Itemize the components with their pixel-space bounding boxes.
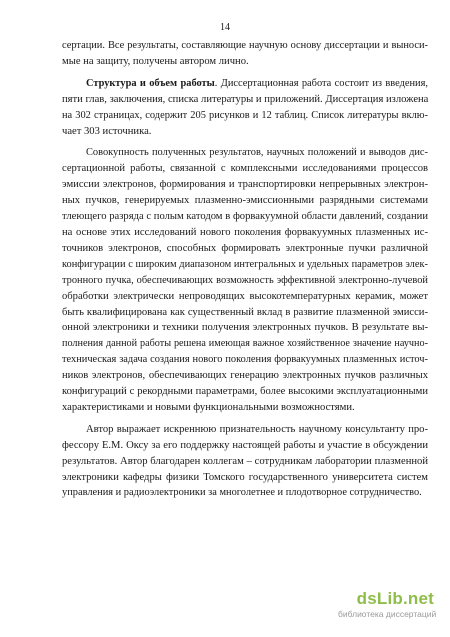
dslib-watermark — [338, 589, 437, 627]
text-line: результатов. Автор благодарен коллегам – сотрудникам лаборатории плазменной — [62, 455, 428, 467]
document-body — [62, 38, 428, 501]
page-number: 14 — [220, 22, 230, 33]
text-line: эмиссии электронов, формирования и транспортировки непрерывных электрон- — [62, 179, 428, 191]
text-line: на основе этих исследований нового поколения форвакуумных плазменных ис- — [62, 226, 428, 238]
text-line: Совокупность полученных результатов, научных положений и выводов дис- — [86, 147, 428, 159]
text-line: ников электронов, обеспечивающих генерацию электронных пучков различных — [62, 370, 428, 382]
text-line: конфигурации с широким диапазоном интегральных и удельных параметров элек- — [62, 258, 428, 270]
section-heading: Структура и объем работы — [86, 77, 215, 89]
text-line: ных пучков, генерируемых плазменно-эмиссионными разрядными системами — [62, 195, 428, 207]
text-line — [62, 76, 428, 92]
watermark-subtitle: библиотека диссертаций — [338, 609, 437, 619]
text-line: быть квалифицирована как существенный вклад в развитие плазменной эмисси- — [62, 306, 428, 318]
text-line: конфигураций с рекордными параметрами, более высокими эксплуатационными — [62, 386, 428, 398]
text-line: сертации. Все результаты, составляющие научную основу диссертации и выноси- — [62, 40, 428, 51]
watermark-logo: dsLib.net — [356, 589, 434, 608]
text-line: тронного пучка, обеспечивающих возможность эффективной электронно-лучевой — [62, 274, 428, 286]
text-line: пяти глав, заключения, списка литературы и приложений. Диссертация изложена — [62, 93, 429, 105]
text-run: . Диссертационная работа состоит из введения, — [214, 77, 428, 89]
text-line: Автор выражает искреннюю признательность научному консультанту про- — [86, 423, 428, 435]
text-line: сертационной работы, связанной с комплексными исследованиями процессов — [62, 163, 428, 175]
text-line: фессору Е.М. Оксу за его поддержку настоящей работы и участие в обсуждении — [62, 439, 428, 451]
text-line: на 302 страницах, содержит 205 рисунков и 12 таблиц. Список литературы вклю- — [62, 109, 428, 121]
text-line: онной электроники и техники получения электронных пучков. В результате вы- — [62, 322, 428, 334]
paragraph-acknowledgements — [62, 422, 428, 502]
text-line: управления и радиоэлектроники за многолетнее и плодотворное сотрудничество. — [62, 487, 422, 499]
text-line: характеристиками и новыми функциональными возможностями. — [62, 401, 355, 413]
text-line: техническая задача создания нового поколения форвакуумных плазменных источ- — [62, 354, 428, 366]
paragraph-continuation — [62, 38, 428, 70]
text-line: полнения данной работы решена имеющая важное хозяйственное значение научно- — [62, 338, 428, 350]
text-line: чает 303 источника. — [62, 125, 152, 137]
text-line: мые на защиту, получены автором лично. — [62, 55, 249, 67]
text-line: тлеющего разряда с полым катодом в форвакуумной области давлений, создании — [62, 211, 428, 223]
paragraph-conclusions — [62, 145, 428, 415]
text-line: точников электронов, способных формировать электронные пучки различной — [62, 242, 428, 254]
text-line: обработки электрически непроводящих высокотемпературных керамик, может — [62, 290, 428, 302]
paragraph-structure — [62, 76, 428, 140]
text-line: электроники кафедры физики Томского государственного университета систем — [62, 471, 428, 483]
